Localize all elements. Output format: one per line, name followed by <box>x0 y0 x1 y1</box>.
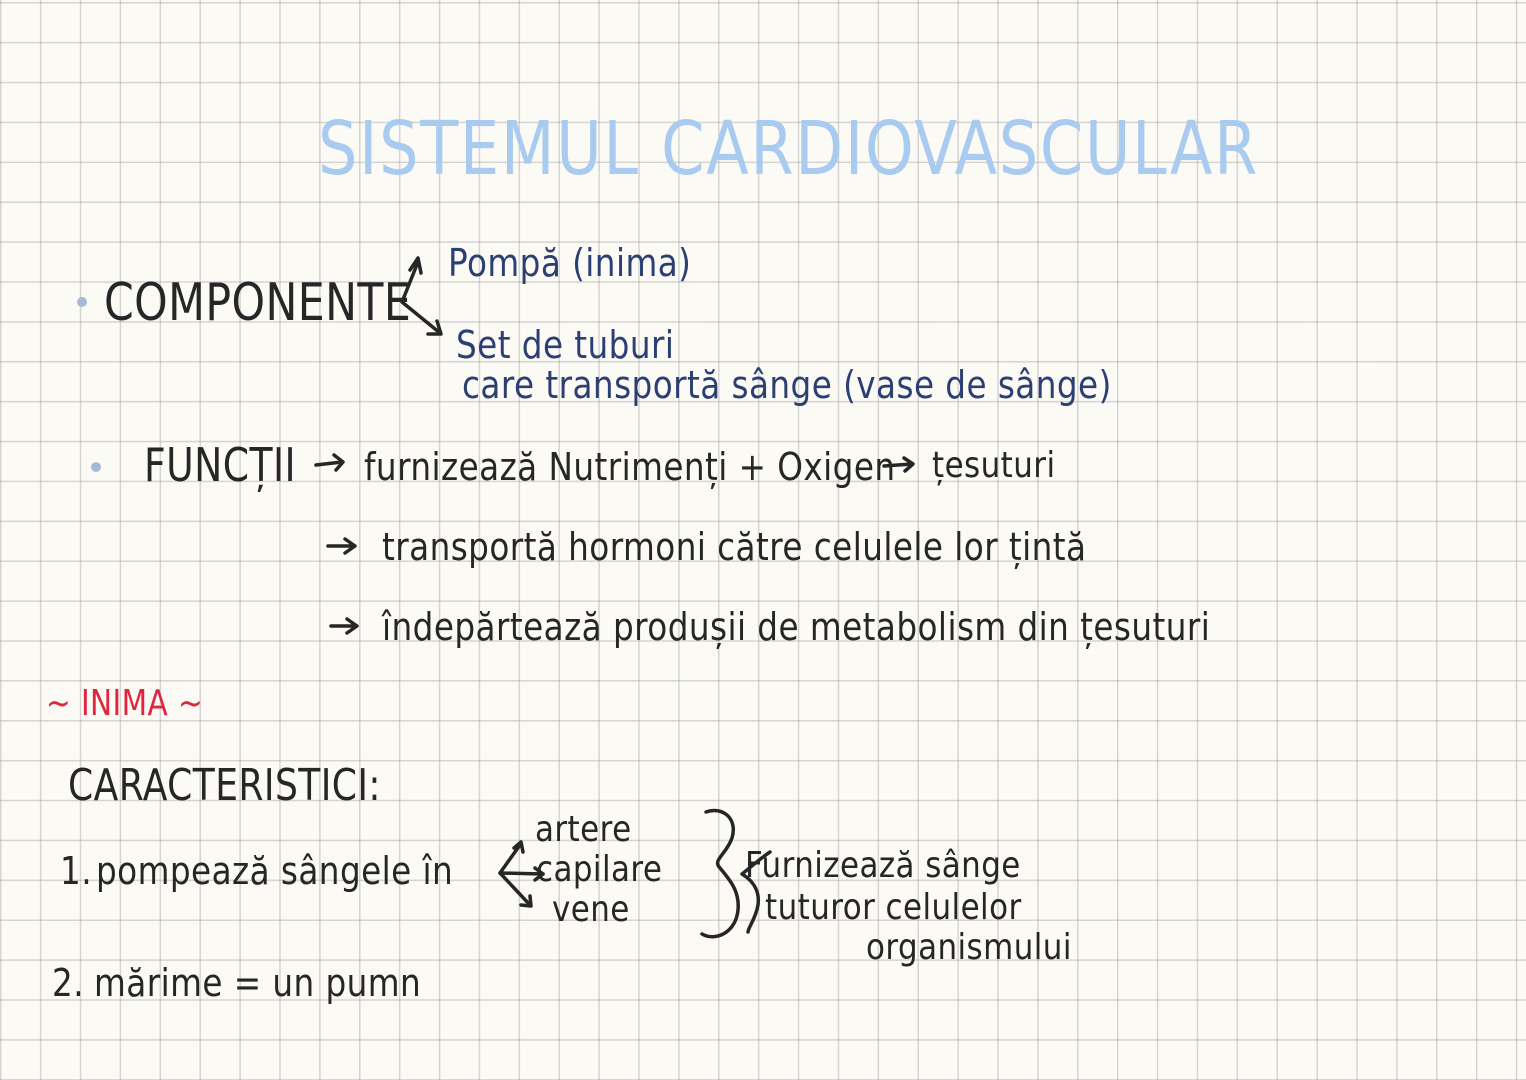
arrow-right-icon <box>316 455 343 470</box>
characteristics-label: CARACTERISTICI: <box>68 760 381 811</box>
function-item-3: îndepărtează produșii de metabolism din țesuturi <box>382 605 1211 649</box>
branch-capilare: capilare <box>536 849 663 890</box>
result-line-1: Furnizează sânge <box>745 845 1021 886</box>
components-label: COMPONENTE <box>104 273 412 333</box>
characteristic-2-text: mărime = un pumn <box>94 961 422 1005</box>
branch-artere: artere <box>535 809 632 850</box>
bullet-point-icon <box>91 462 101 472</box>
characteristic-2-number: 2. <box>52 961 85 1005</box>
component-pump: Pompă (inima) <box>448 241 692 285</box>
component-tubes: Set de tuburi <box>456 323 675 367</box>
characteristic-1-number: 1. <box>60 849 93 893</box>
function-item-1: furnizează Nutrimenți + Oxigen <box>364 445 896 489</box>
bullet-point-icon <box>77 297 87 307</box>
component-vessels: care transportă sânge (vase de sânge) <box>462 363 1112 407</box>
section-title-heart: ~ INIMA ~ <box>46 683 204 724</box>
characteristic-1-text: pompează sângele în <box>96 849 454 893</box>
function-item-2: transportă hormoni către celulele lor țintă <box>382 525 1087 569</box>
result-line-3: organismului <box>866 927 1072 968</box>
function-item-1-target: țesuturi <box>932 445 1056 486</box>
result-line-2: tuturor celulelor <box>765 887 1022 928</box>
branch-vene: vene <box>552 889 630 930</box>
arrow-right-icon <box>331 619 357 633</box>
page-title: SISTEMUL CARDIOVASCULAR <box>318 106 1259 192</box>
curly-brace-icon <box>702 810 738 936</box>
arrow-right-icon <box>328 539 355 553</box>
functions-label: FUNCȚII <box>144 438 297 492</box>
